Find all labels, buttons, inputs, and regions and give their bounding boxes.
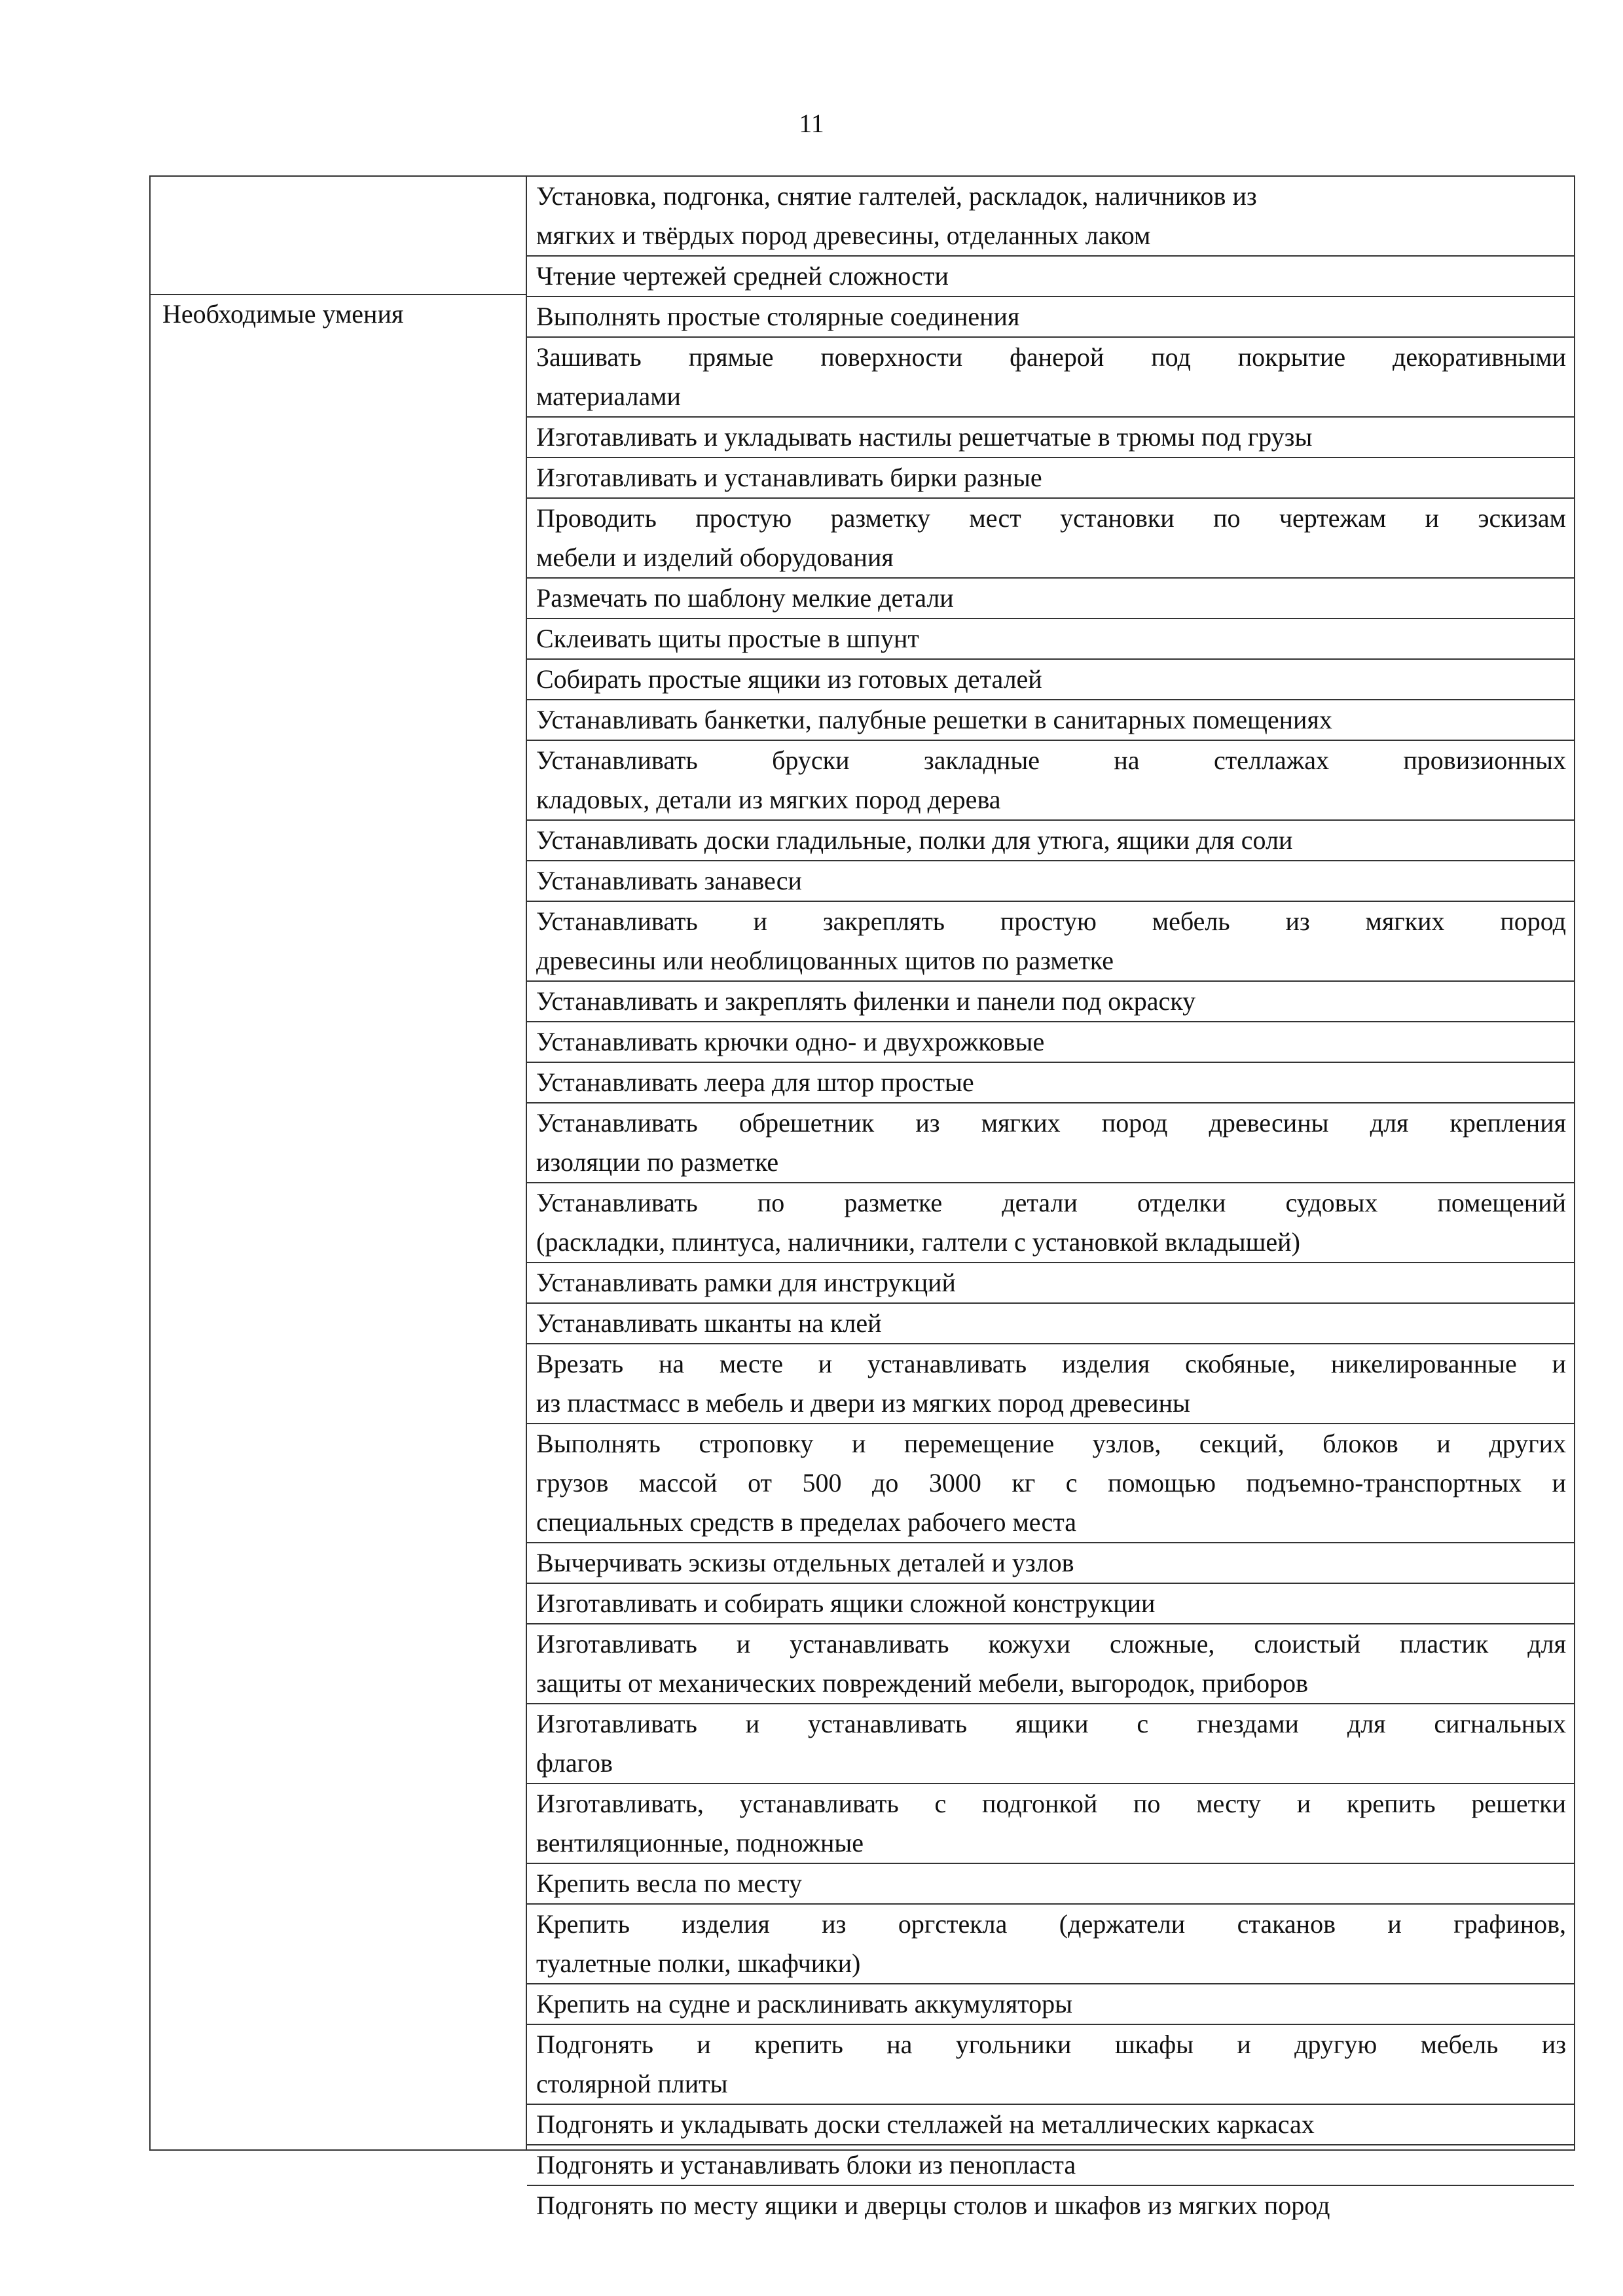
row-text-line: Устанавливать доски гладильные, полки для утюга, ящики для соли (536, 825, 1293, 855)
row-text-line: мягких и твёрдых пород древесины, отделанных лаком (536, 221, 1151, 250)
row-text-line: Подгонять и укладывать доски стеллажей на металлических каркасах (536, 2109, 1315, 2139)
table-row (527, 1704, 1574, 1784)
table-row (527, 418, 1574, 458)
table-row (527, 499, 1574, 579)
table-row (527, 1344, 1574, 1424)
row-text-line: (раскладки, плинтуса, наличники, галтели с установкой вкладышей) (536, 1227, 1300, 1257)
table-row (527, 1905, 1574, 1984)
row-text-line: Выполнять простые столярные соединения (536, 302, 1020, 331)
row-text-line: изоляции по разметке (536, 1147, 779, 1177)
table-row (527, 1424, 1574, 1543)
row-text-line: Устанавливать обрешетник из мягких пород древесины для крепления (536, 1108, 1566, 1138)
table-row (527, 821, 1574, 861)
row-text-line: вентиляционные, подножные (536, 1828, 864, 1857)
table-row (527, 2105, 1574, 2145)
row-text-line: грузов массой от 500 до 3000 кг с помощью подъемно-транспортных и (536, 1468, 1566, 1498)
row-text-line: Изготавливать, устанавливать с подгонкой по месту и крепить решетки (536, 1789, 1566, 1818)
row-text-line: Устанавливать бруски закладные на стеллажах провизионных (536, 745, 1566, 775)
table-row (527, 1063, 1574, 1103)
row-text-line: Изготавливать и собирать ящики сложной конструкции (536, 1588, 1156, 1618)
row-text-line: мебели и изделий оборудования (536, 543, 894, 572)
table-row (527, 2186, 1574, 2227)
table-row (527, 1263, 1574, 1304)
row-text-line: Размечать по шаблону мелкие детали (536, 583, 954, 613)
row-text-line: Устанавливать занавеси (536, 866, 802, 895)
row-text-line: Устанавливать и закреплять филенки и панели под окраску (536, 986, 1196, 1016)
row-text-line: Врезать на месте и устанавливать изделия скобяные, никелированные и (536, 1349, 1566, 1378)
table-row (527, 1984, 1574, 2025)
table-row (527, 297, 1574, 338)
table-row (527, 660, 1574, 700)
row-text-line: Изготавливать и укладывать настилы решетчатые в трюмы под грузы (536, 422, 1313, 452)
row-text-line: Устанавливать леера для штор простые (536, 1067, 974, 1097)
row-text-line: Вычерчивать эскизы отдельных деталей и узлов (536, 1548, 1074, 1577)
row-text-line: Изготавливать и устанавливать ящики с гнездами для сигнальных (536, 1709, 1566, 1738)
table-row (527, 982, 1574, 1022)
table-row (527, 1624, 1574, 1704)
table-row (527, 1543, 1574, 1584)
table-row (527, 177, 1574, 257)
row-text-line: Чтение чертежей средней сложности (536, 261, 949, 291)
row-text-line: Изготавливать и устанавливать кожухи сложные, слоистый пластик для (536, 1629, 1566, 1659)
row-text-line: из пластмасс в мебель и двери из мягких пород древесины (536, 1388, 1190, 1418)
row-text-line: туалетные полки, шкафчики) (536, 1948, 861, 1978)
row-text-line: Изготавливать и устанавливать бирки разные (536, 463, 1042, 492)
row-text-line: Зашивать прямые поверхности фанерой под покрытие декоративными (536, 342, 1566, 372)
row-text-line: Установка, подгонка, снятие галтелей, раскладок, наличников из (536, 181, 1257, 211)
left-column-divider (151, 294, 527, 295)
row-text-line: специальных средств в пределах рабочего места (536, 1507, 1076, 1537)
row-text-line: Крепить на судне и расклинивать аккумуляторы (536, 1989, 1072, 2018)
table-row (527, 1864, 1574, 1905)
row-text-line: Крепить весла по месту (536, 1869, 803, 1898)
row-text-line: Устанавливать шканты на клей (536, 1308, 882, 1338)
row-text-line: Подгонять и крепить на угольники шкафы и другую мебель из (536, 2030, 1566, 2059)
row-text-line: столярной плиты (536, 2069, 728, 2098)
table-row (527, 579, 1574, 619)
skills-label: Необходимые умения (162, 299, 404, 329)
row-text-line: Подгонять по месту ящики и дверцы столов и шкафов из мягких пород (536, 2191, 1330, 2220)
right-column (527, 177, 1574, 2220)
row-text-line: древесины или необлицованных щитов по разметке (536, 946, 1114, 975)
row-text-line: Устанавливать по разметке детали отделки судовых помещений (536, 1188, 1566, 1217)
skills-table (149, 175, 1575, 2220)
table-row (527, 2145, 1574, 2186)
table-row (527, 902, 1574, 982)
row-text-line: Устанавливать рамки для инструкций (536, 1268, 956, 1297)
page-number: 11 (799, 109, 824, 138)
table-row (527, 1183, 1574, 1263)
row-text-line: Устанавливать банкетки, палубные решетки в санитарных помещениях (536, 705, 1332, 734)
table-row (527, 338, 1574, 418)
row-text-line: Устанавливать крючки одно- и двухрожковые (536, 1027, 1045, 1056)
table-row (527, 257, 1574, 297)
left-column (151, 177, 527, 2149)
table-row (527, 1103, 1574, 1183)
table-row (527, 1022, 1574, 1063)
row-text-line: Крепить изделия из оргстекла (держатели стаканов и графинов, (536, 1909, 1566, 1939)
row-text-line: материалами (536, 382, 681, 411)
table-row (527, 458, 1574, 499)
row-text-line: Склеивать щиты простые в шпунт (536, 624, 919, 653)
row-text-line: Выполнять строповку и перемещение узлов, секций, блоков и других (536, 1429, 1566, 1458)
table-row (527, 1784, 1574, 1864)
table-row (527, 619, 1574, 660)
row-text-line: Собирать простые ящики из готовых деталей (536, 664, 1042, 694)
row-text-line: кладовых, детали из мягких пород дерева (536, 785, 1001, 814)
table-row (527, 861, 1574, 902)
row-text-line: Проводить простую разметку мест установки по чертежам и эскизам (536, 503, 1566, 533)
row-text-line: Устанавливать и закреплять простую мебель из мягких пород (536, 906, 1566, 936)
table-row (527, 741, 1574, 821)
row-text-line: защиты от механических повреждений мебели, выгородок, приборов (536, 1668, 1308, 1698)
table-row (527, 700, 1574, 741)
table-row (527, 2025, 1574, 2105)
table-row (527, 1304, 1574, 1344)
row-text-line: Подгонять и устанавливать блоки из пенопласта (536, 2150, 1076, 2179)
table-row (527, 1584, 1574, 1624)
row-text-line: флагов (536, 1748, 613, 1778)
